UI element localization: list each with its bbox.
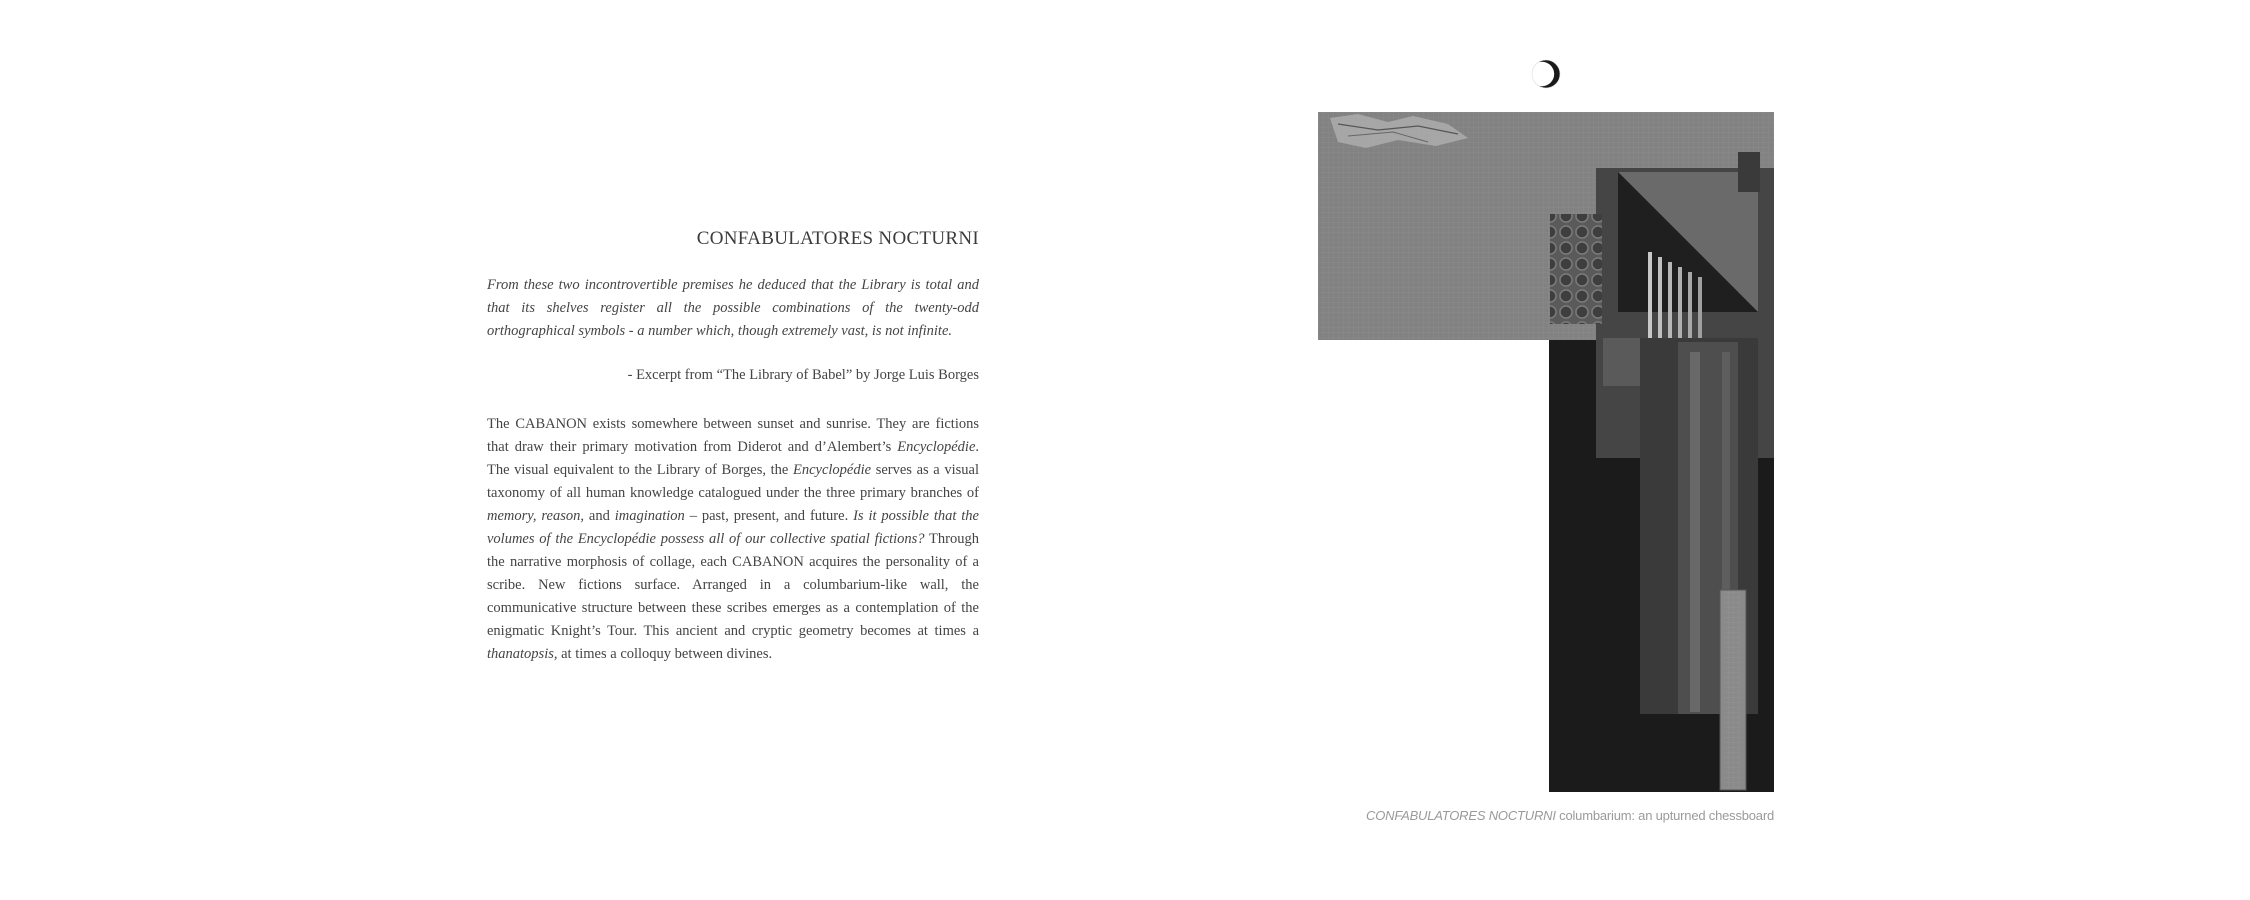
caption-text: columbarium: an upturned chessboard (1555, 808, 1774, 823)
caption-title: CONFABULATORES NOCTURNI (1366, 808, 1556, 823)
epigraph-quote: From these two incontrovertible premises he deduced that the Library is total and that its shelves register all the possible combinations of the twenty-odd orthographical symbols - a number which, though extremely vast, is not infinite. (487, 277, 979, 339)
page-title: CONFABULATORES NOCTURNI (696, 228, 979, 249)
body-paragraph: The CABANON exists somewhere between sunset and sunrise. They are fictions that draw their primary motivation from Diderot and d’Alembert’s Encyclopédie. The visual equivalent to the Library of Borges, the Encyclopédie serves as a visual taxonomy of all human knowledge catalogued under the three primary branches of memory, reason, and imagination – past, present, and future. Is it possible that the volumes of the Encyclopédie possess all of our collective spatial fictions? Through the narrative morphosis of collage, each CABANON acquires the personality of a scribe. New fictions surface. Arranged in a columbarium-like wall, the communicative structure between these scribes emerges as a contemplation of the enigmatic Knight’s Tour. This ancient and cryptic geometry becomes at times a thanatopsis, at times a colloquy between divines. (487, 416, 979, 662)
figure-caption (1318, 808, 1774, 823)
columbarium-collage-image (1318, 112, 1774, 792)
crescent-moon-icon (1531, 59, 1561, 89)
excerpt-attribution: - Excerpt from “The Library of Babel” by Jorge Luis Borges (627, 367, 979, 383)
